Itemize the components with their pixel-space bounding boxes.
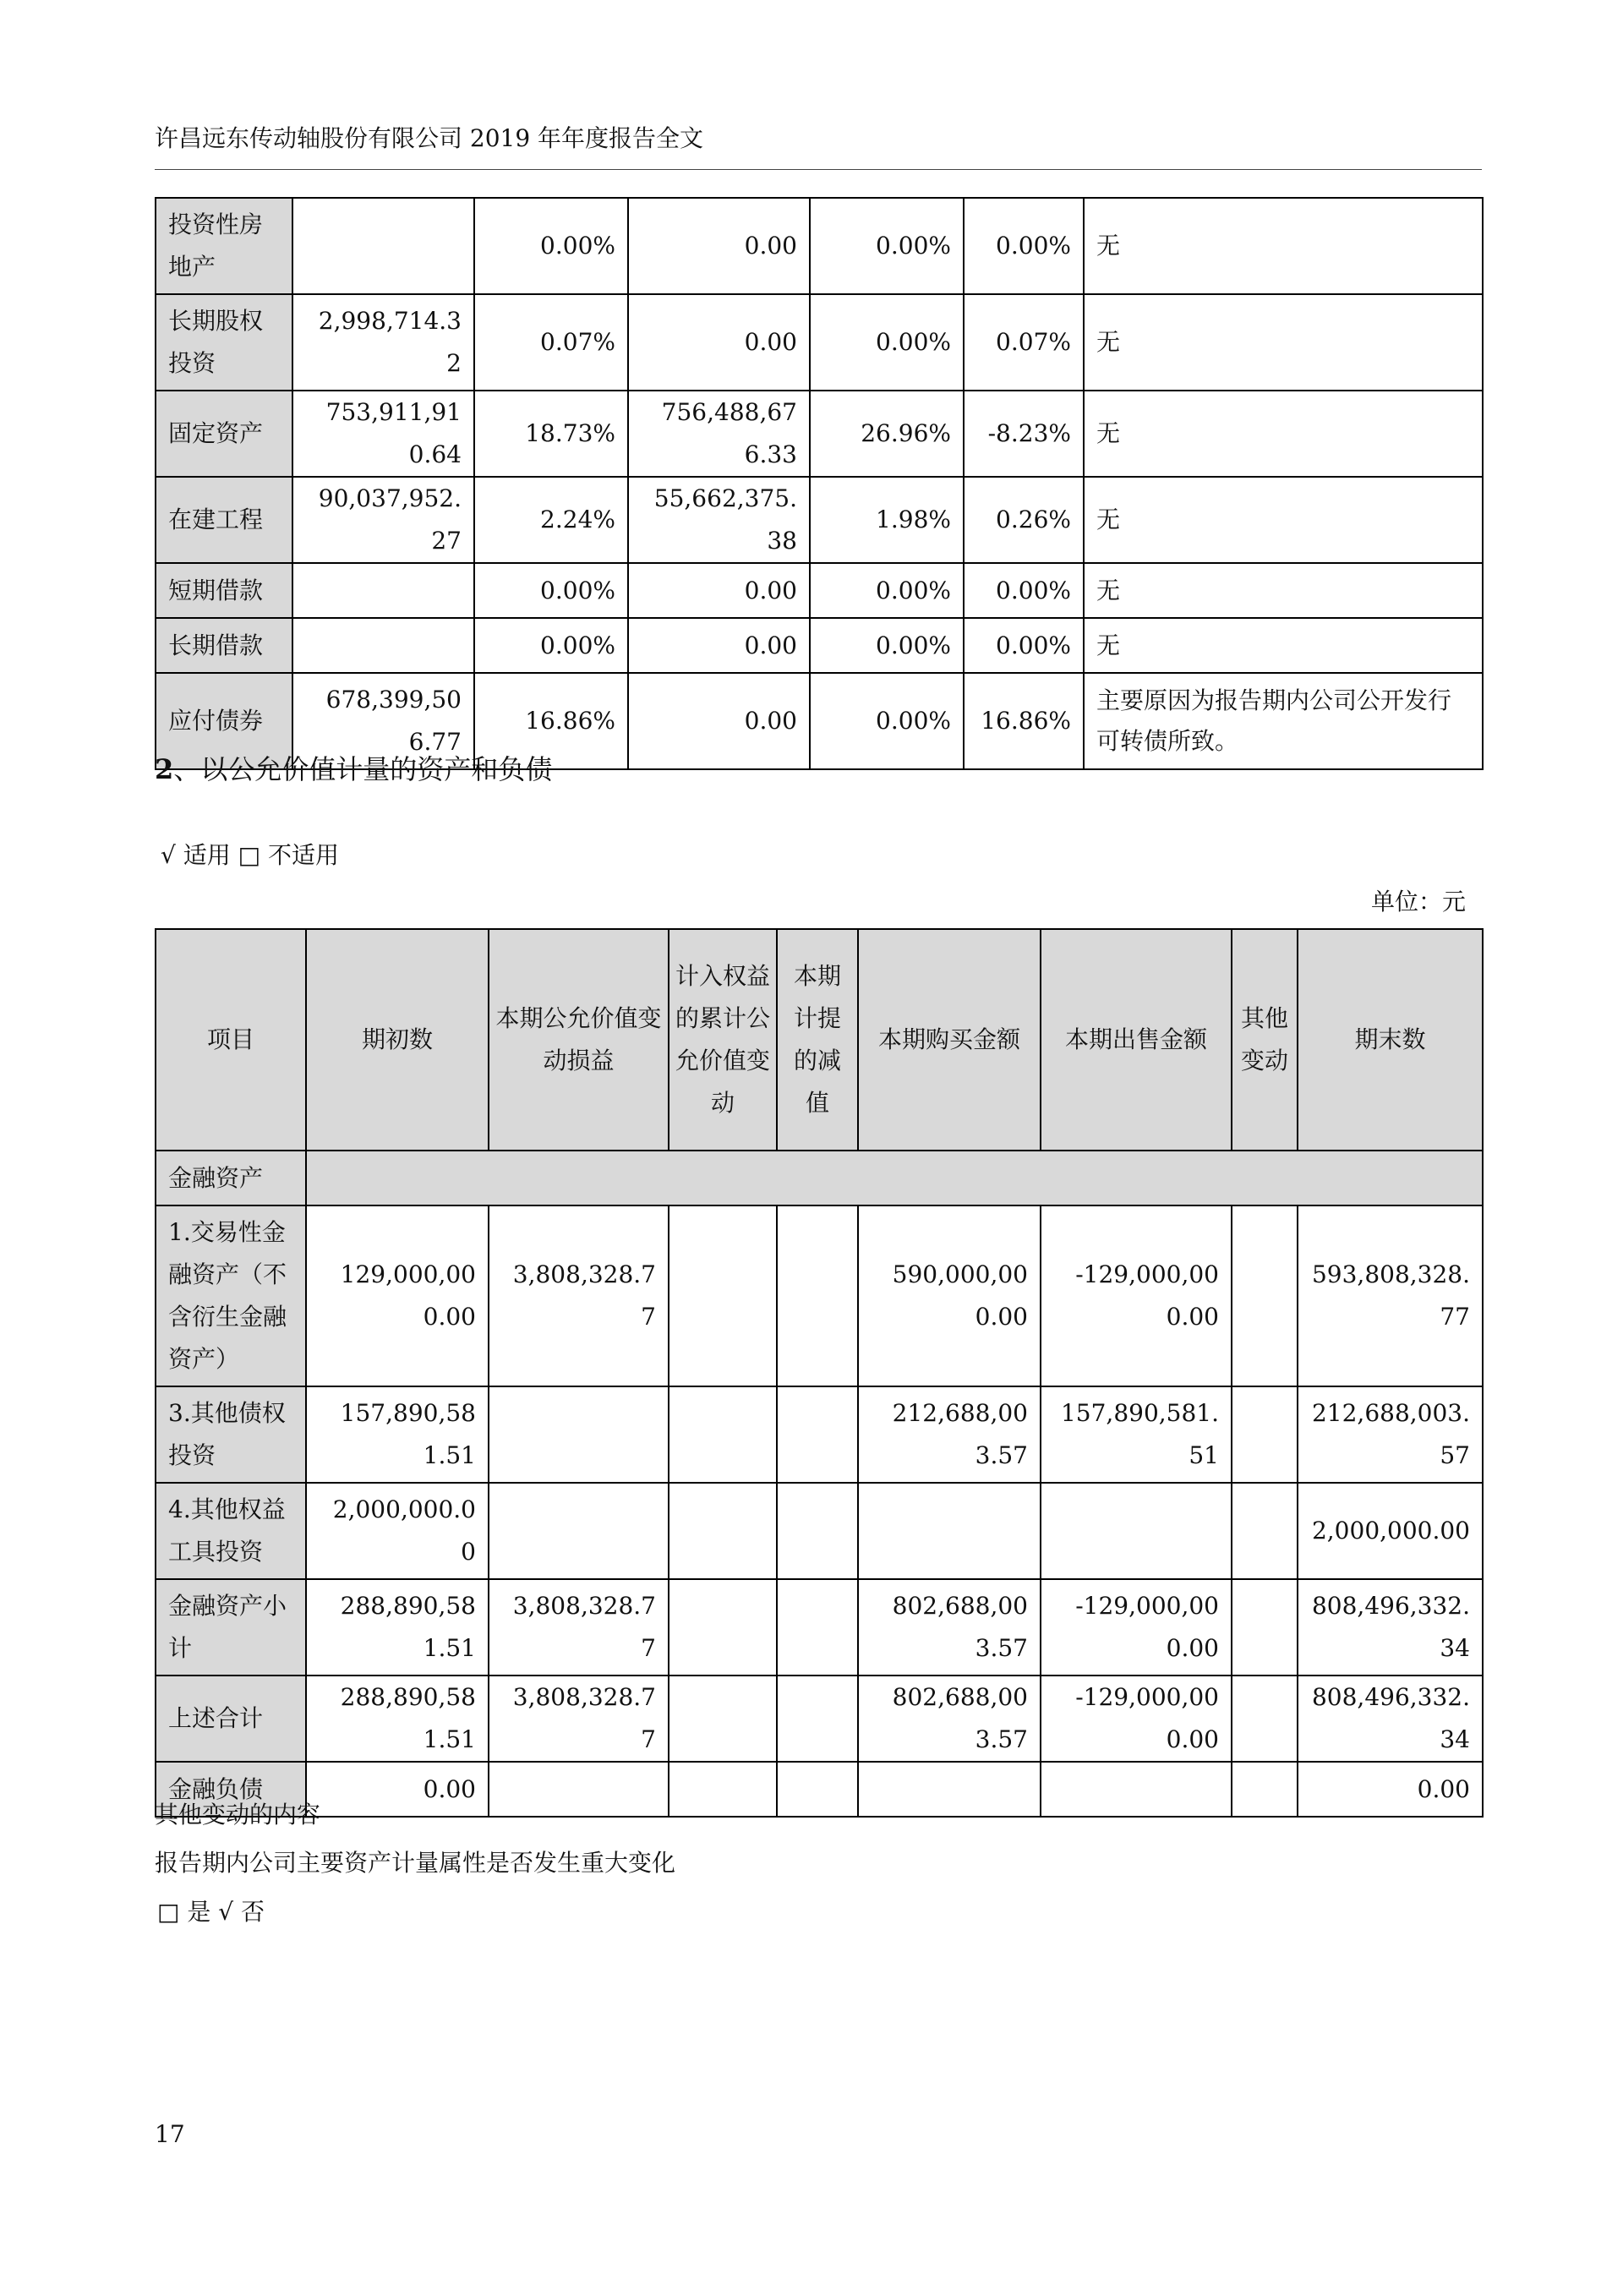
table-cell: -129,000,000.00 <box>1041 1205 1232 1386</box>
other-changes-label: 其他变动的内容 <box>155 1801 321 1829</box>
table-cell: 802,688,003.57 <box>858 1579 1041 1676</box>
page-header: 许昌远东传动轴股份有限公司 2019 年年度报告全文 <box>155 124 704 152</box>
header-divider <box>155 169 1482 170</box>
table-row <box>156 1386 1483 1483</box>
group-filler <box>306 1151 1483 1205</box>
table-cell: 756,488,676.33 <box>628 391 810 477</box>
column-header: 项目 <box>156 929 306 1151</box>
group-row <box>156 1151 1483 1205</box>
table-cell <box>669 1579 777 1676</box>
table-cell: 0.00% <box>810 563 964 618</box>
table-cell: 2.24% <box>474 477 628 563</box>
row-label: 短期借款 <box>156 563 292 618</box>
table-cell <box>669 1676 777 1762</box>
table-cell <box>1041 1762 1232 1817</box>
table-cell: 212,688,003.57 <box>858 1386 1041 1483</box>
table-cell: 0.00 <box>628 618 810 673</box>
row-label: 金融资产小计 <box>156 1579 306 1676</box>
column-header: 其他变动 <box>1232 929 1298 1151</box>
row-label: 上述合计 <box>156 1676 306 1762</box>
applicability-options: √ 适用 □ 不适用 <box>161 841 339 869</box>
table-cell <box>489 1483 669 1579</box>
table-row <box>156 1579 1483 1676</box>
row-label: 固定资产 <box>156 391 292 477</box>
table-cell: 0.00% <box>964 198 1084 294</box>
table-row <box>156 1205 1483 1386</box>
note-cell: 无 <box>1084 391 1483 477</box>
table-cell <box>777 1483 858 1579</box>
table-row <box>156 1483 1483 1579</box>
note-cell: 无 <box>1084 477 1483 563</box>
table-cell <box>1232 1762 1298 1817</box>
row-label: 在建工程 <box>156 477 292 563</box>
table-cell <box>1232 1205 1298 1386</box>
column-header: 期末数 <box>1298 929 1483 1151</box>
table-cell <box>777 1205 858 1386</box>
column-header: 期初数 <box>306 929 489 1151</box>
table-cell: 3,808,328.77 <box>489 1579 669 1676</box>
fair-value-table <box>155 928 1484 1818</box>
row-label: 投资性房地产 <box>156 198 292 294</box>
table-cell: 129,000,000.00 <box>306 1205 489 1386</box>
table-cell: 2,998,714.32 <box>292 294 474 391</box>
table-cell <box>858 1483 1041 1579</box>
table-cell <box>777 1676 858 1762</box>
table-cell: -129,000,000.00 <box>1041 1579 1232 1676</box>
table-cell: 0.00% <box>810 673 964 769</box>
measurement-question: 报告期内公司主要资产计量属性是否发生重大变化 <box>155 1849 676 1877</box>
table-cell: -129,000,000.00 <box>1041 1676 1232 1762</box>
table-cell: 3,808,328.77 <box>489 1676 669 1762</box>
table-cell: 808,496,332.34 <box>1298 1579 1483 1676</box>
table-cell: 90,037,952.27 <box>292 477 474 563</box>
table-cell: 0.00% <box>964 563 1084 618</box>
table-cell: 0.00 <box>628 294 810 391</box>
table-cell: 0.00 <box>628 673 810 769</box>
table-cell <box>1041 1483 1232 1579</box>
note-cell: 无 <box>1084 563 1483 618</box>
measurement-answer: □ 是 √ 否 <box>157 1898 265 1926</box>
table-cell: 2,000,000.00 <box>1298 1483 1483 1579</box>
table-cell: 590,000,000.00 <box>858 1205 1041 1386</box>
group-label: 金融资产 <box>156 1151 306 1205</box>
table-cell <box>669 1205 777 1386</box>
table-cell <box>777 1386 858 1483</box>
row-label: 应付债券 <box>156 673 292 769</box>
table-cell <box>292 563 474 618</box>
column-header: 本期出售金额 <box>1041 929 1232 1151</box>
table-row <box>156 563 1483 618</box>
table-cell: 593,808,328.77 <box>1298 1205 1483 1386</box>
table-cell: 678,399,506.77 <box>292 673 474 769</box>
table-cell: 0.00 <box>628 198 810 294</box>
table-cell: 0.00% <box>474 618 628 673</box>
column-header: 本期公允价值变动损益 <box>489 929 669 1151</box>
table-cell <box>777 1579 858 1676</box>
note-cell: 无 <box>1084 618 1483 673</box>
column-header: 本期计提的减值 <box>777 929 858 1151</box>
table-cell <box>1232 1676 1298 1762</box>
column-header: 本期购买金额 <box>858 929 1041 1151</box>
table-row <box>156 198 1483 294</box>
row-label: 1.交易性金融资产（不含衍生金融资产） <box>156 1205 306 1386</box>
table-cell: 0.07% <box>964 294 1084 391</box>
table-cell: -8.23% <box>964 391 1084 477</box>
table-row <box>156 1762 1483 1817</box>
table-cell: 288,890,581.51 <box>306 1676 489 1762</box>
table-row <box>156 1676 1483 1762</box>
table-cell <box>489 1762 669 1817</box>
table-row <box>156 391 1483 477</box>
table-cell: 288,890,581.51 <box>306 1579 489 1676</box>
table-cell <box>292 198 474 294</box>
table-cell: 157,890,581.51 <box>306 1386 489 1483</box>
row-label: 金融负债 <box>156 1762 306 1817</box>
table-cell <box>777 1762 858 1817</box>
table-cell: 0.00% <box>810 198 964 294</box>
table-cell: 16.86% <box>474 673 628 769</box>
table-cell <box>1232 1386 1298 1483</box>
table-cell: 0.00 <box>628 563 810 618</box>
table-row <box>156 477 1483 563</box>
table-cell: 0.00% <box>810 294 964 391</box>
table-cell <box>669 1762 777 1817</box>
table-row <box>156 294 1483 391</box>
table-cell: 157,890,581.51 <box>1041 1386 1232 1483</box>
table-cell: 753,911,910.64 <box>292 391 474 477</box>
asset-composition-table <box>155 197 1484 770</box>
note-cell: 无 <box>1084 198 1483 294</box>
table-cell: 16.86% <box>964 673 1084 769</box>
table-cell: 0.00 <box>1298 1762 1483 1817</box>
table-cell <box>669 1386 777 1483</box>
table-cell: 26.96% <box>810 391 964 477</box>
table-cell: 3,808,328.77 <box>489 1205 669 1386</box>
table-cell: 0.00% <box>964 618 1084 673</box>
row-label: 4.其他权益工具投资 <box>156 1483 306 1579</box>
table-cell <box>489 1386 669 1483</box>
table-cell: 802,688,003.57 <box>858 1676 1041 1762</box>
unit-label: 单位：元 <box>1370 888 1466 916</box>
row-label: 长期借款 <box>156 618 292 673</box>
table-cell: 1.98% <box>810 477 964 563</box>
table-cell: 0.26% <box>964 477 1084 563</box>
table-cell <box>292 618 474 673</box>
table-cell: 808,496,332.34 <box>1298 1676 1483 1762</box>
table-cell <box>1232 1579 1298 1676</box>
table-cell: 0.00% <box>474 198 628 294</box>
table-cell <box>858 1762 1041 1817</box>
note-cell: 无 <box>1084 294 1483 391</box>
table-cell: 0.07% <box>474 294 628 391</box>
section-title: 2、以公允价值计量的资产和负债 <box>155 753 553 785</box>
row-label: 3.其他债权投资 <box>156 1386 306 1483</box>
table-row <box>156 618 1483 673</box>
table-cell: 0.00 <box>306 1762 489 1817</box>
note-cell: 主要原因为报告期内公司公开发行可转债所致。 <box>1084 673 1483 769</box>
table-cell <box>669 1483 777 1579</box>
table-cell: 0.00% <box>474 563 628 618</box>
row-label: 长期股权投资 <box>156 294 292 391</box>
page-number: 17 <box>155 2120 185 2148</box>
table-cell: 212,688,003.57 <box>1298 1386 1483 1483</box>
table-cell <box>1232 1483 1298 1579</box>
table-cell: 0.00% <box>810 618 964 673</box>
table-cell: 55,662,375.38 <box>628 477 810 563</box>
table-cell: 2,000,000.00 <box>306 1483 489 1579</box>
table-cell: 18.73% <box>474 391 628 477</box>
column-header: 计入权益的累计公允价值变动 <box>669 929 777 1151</box>
